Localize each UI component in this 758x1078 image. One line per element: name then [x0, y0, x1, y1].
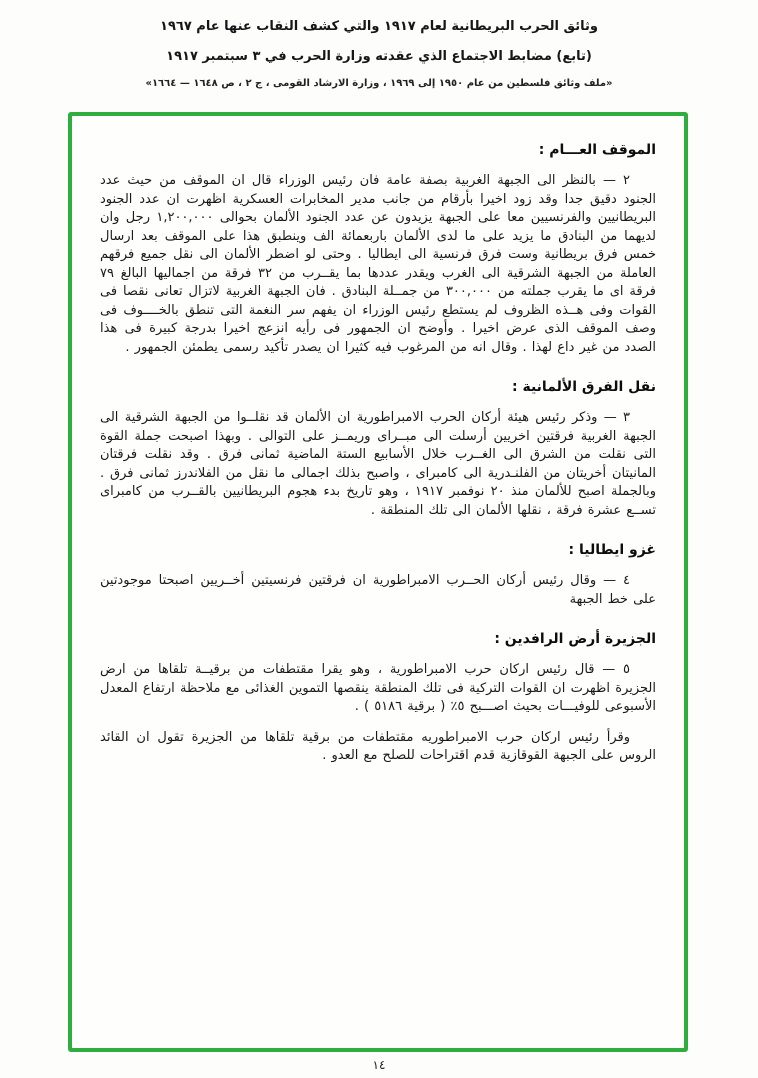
paragraph-mesopotamia-telegram: ٥ — قال رئيس اركان حرب الامبراطورية ، وهو يقرا مقتطفات من برقيــة تلقاها من ارض الجزيرة اظهرت ان القوات التركية فى تلك المنطقة ينقصها التموين الغذائى مع ملاحظة ارتفاع المعدل الأسبوعى للوفيـــات بحيث اصـــبح ٥٪ ( برقية ٥١٨٦ ) . [100, 662, 656, 714]
section-heading-german-divisions-transfer: نقل الفرق الألمانية : [512, 379, 656, 395]
paragraph-mesopotamia-caucasus: وقرأ رئيس اركان حرب الامبراطوريه مقتطفات من برقية تلقاها من الجزيرة تقول ان القائد الروس على الجبهة القوقازية قدم اقتراحات للصلح مع العدو . [100, 729, 656, 763]
page-number: ١٤ [372, 1058, 386, 1072]
section-heading-general-situation: الموقف العـــام : [538, 142, 656, 158]
document-header [0, 12, 758, 96]
document-body-frame [68, 112, 688, 1052]
paragraph-invasion-of-italy: ٤ — وقال رئيس أركان الحــرب الامبراطورية ان فرقتين فرنسيتين أخــريين اصبحتا موجودتين على خط الجبهة [100, 573, 656, 607]
header-title: وثائق الحرب البريطانية لعام ١٩١٧ والتي كشف النقاب عنها عام ١٩٦٧ [160, 19, 598, 34]
section-heading-mesopotamia: الجزيرة أرض الرافدين : [494, 631, 656, 647]
paragraph-general-situation: ٢ — بالنظر الى الجبهة الغربية بصفة عامة فان رئيس الوزراء قال ان الموقف من حيث عدد الجنود دقيق جدا وقد زود اخيرا بأرقام من جانب مدير المخابرات العسكرية اظهرت ان عدد الجنود البريطانيين والفرنسيين معا على الجبهة يزيدون عن عدد الجنود الألمان بحوالى ١,٢٠٠,٠٠٠ رجل وان لديهما من البنادق ما يزيد على ما لدى الألمان باربعمائة الف وينطبق هذا على الموقف بعد ارسال خمس فرق بريطانية وست فرق فرنسية الى ايطاليا . وحتى لو اضطر الألمان الى نقل جميع فرقهم العاملة من الجبهة الشرقية الى الغرب ويقدر عددها بما يقــرب من ٣٢ فرقة من اجماليها البالغ ٧٩ فرقة اى ما يقرب جملته من ٣٠٠,٠٠٠ من جمــلة البنادق . فان الجبهة الغربية لاتزال تعانى نقصا فى القوات وفى هــذه الظروف لم يستطع رئيس الوزراء ان يفهم سر النغمة التى تنطق بالخــــوف فى وصف الموقف الذى عرض اخيرا . وأوضح ان الجمهور فى رأيه انزعج اخيرا بدرجة كبيرة فى هذا الصدد من غير داع لهذا . وقال انه من المرغوب فيه كثيرا ان يصدر تأكيد رسمى يطمئن الجمهور . [100, 173, 657, 355]
section-heading-invasion-of-italy: غزو ايطاليا : [568, 542, 656, 558]
header-subtitle: (تابع) مضابط الاجتماع الذي عقدته وزارة الحرب في ٣ سبتمبر ١٩١٧ [166, 49, 592, 64]
paragraph-german-divisions-transfer: ٣ — وذكر رئيس هيئة أركان الحرب الامبراطورية ان الألمان قد نقلــوا من الجبهة الشرقية الى الجبهة الغربية فرقتين اخريين أرسلت الى مبــراى وريمــز على التوالى . وبهذا اصبحت جملة القوة التى نقلت من الشرق الى الغــرب خلال الأسابيع الستة الماضية ثمانى فرق . وقد نقلت فرقتان المانيتان أخريتان من الفلنـدرية الى كامبراى ، واصبح بذلك اجمالى ما نقل من الفلاندرز ثمانى فرق . وبالجملة اصبح للألمان منذ ٢٠ نوفمبر ١٩١٧ ، وهو تاريخ بدء هجوم البريطانيين بالقــرب من كامبراى تســع عشرة فرقة ، نقلها الألمان الى تلك المنطقة . [100, 410, 656, 518]
header-source-note: «ملف وثائق فلسطين من عام ١٩٥٠ إلى ١٩٦٩ ، وزارة الارشاد القومى ، ج ٢ ، ص ١٦٤٨ — ١٦٦٤» [145, 78, 613, 89]
